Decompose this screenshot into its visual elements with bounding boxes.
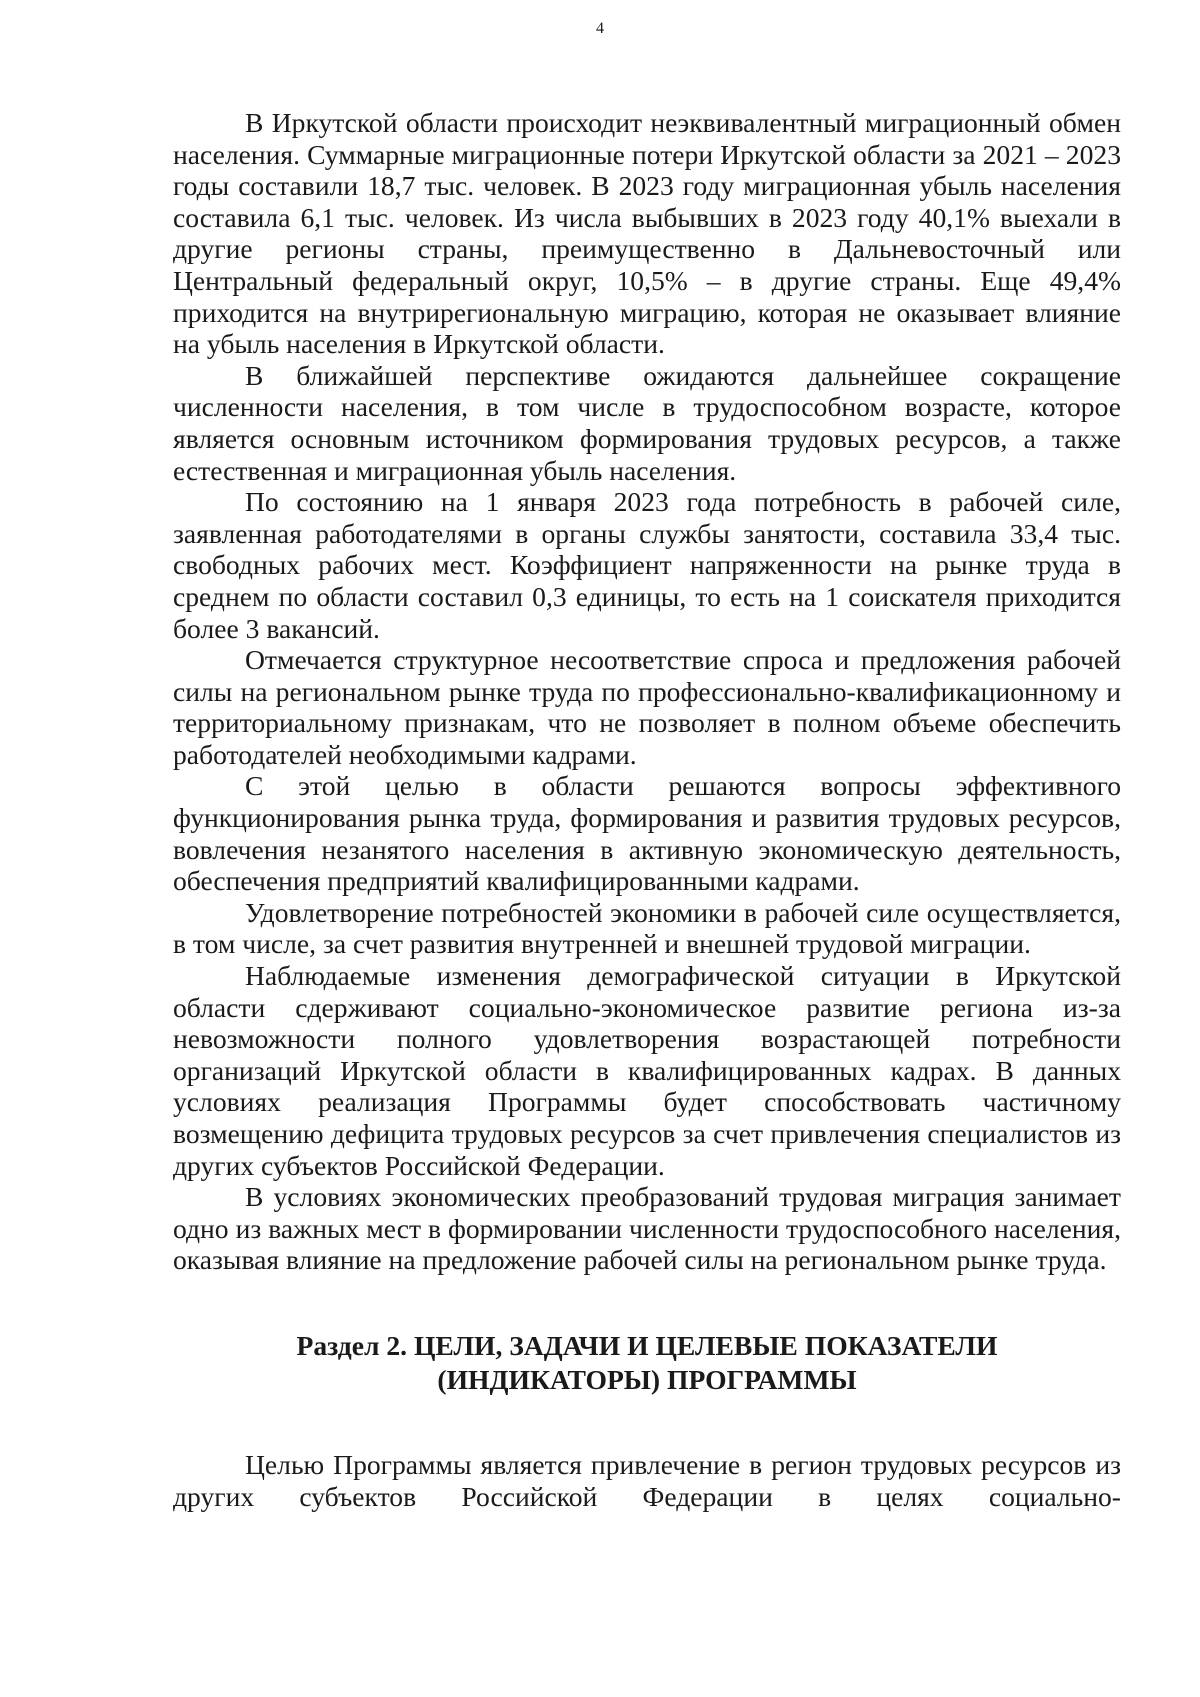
section-heading-line-2: (ИНДИКАТОРЫ) ПРОГРАММЫ (437, 1363, 857, 1395)
document-body (173, 107, 1121, 1512)
paragraph-demographic-situation: Наблюдаемые изменения демографической ситуации в Иркутской области сдерживают социально-экономическое развитие региона из-за невозможности полного удовлетворения возрастающей потребности организаций Иркутской области в квалифицированных кадрах. В данных условиях реализация Программы будет способствовать частичному возмещению дефицита трудовых ресурсов за счет привлечения специалистов из других субъектов Российской Федерации. (173, 960, 1121, 1181)
paragraph-labor-demand: По состоянию на 1 января 2023 года потребность в рабочей силе, заявленная работодателями в органы службы занятости, составила 33,4 тыс. свободных рабочих мест. Коэффициент напряженности на рынке труда в среднем по области составил 0,3 единицы, то есть на 1 соискателя приходится более 3 вакансий. (173, 486, 1121, 644)
paragraph-labor-migration: Удовлетворение потребностей экономики в рабочей силе осуществляется, в том числе, за счет развития внутренней и внешней трудовой миграции. (173, 896, 1121, 960)
page-number: 4 (596, 20, 604, 37)
section-heading-line-1: Раздел 2. ЦЕЛИ, ЗАДАЧИ И ЦЕЛЕВЫЕ ПОКАЗАТЕЛИ (296, 1329, 998, 1361)
paragraph-migration-exchange: В Иркутской области происходит неэквивалентный миграционный обмен населения. Суммарные миграционные потери Иркутской области за 2021 – 2023 годы составили 18,7 тыс. человек. В 2023 году миграционная убыль населения составила 6,1 тыс. человек. Из числа выбывших в 2023 году 40,1% выехали в другие регионы страны, преимущественно в Дальневосточный или Центральный федеральный округ, 10,5% – в другие страны. Еще 49,4% приходится на внутрирегиональную миграцию, которая не оказывает влияние на убыль населения в Иркутской области. (173, 107, 1121, 360)
paragraph-structural-mismatch: Отмечается структурное несоответствие спроса и предложения рабочей силы на региональном рынке труда по профессионально-квалификационному и территориальному признакам, что не позволяет в полном объеме обеспечить работодателей необходимыми кадрами. (173, 644, 1121, 770)
paragraph-economic-transformations: В условиях экономических преобразований трудовая миграция занимает одно из важных мест в формировании численности трудоспособного населения, оказывая влияние на предложение рабочей силы на региональном рынке труда. (173, 1181, 1121, 1276)
section-heading (173, 1329, 1121, 1397)
paragraph-program-goal: Целью Программы является привлечение в регион трудовых ресурсов из других субъектов Российской Федерации в целях социально- (173, 1448, 1121, 1512)
paragraph-outlook: В ближайшей перспективе ожидаются дальнейшее сокращение численности населения, в том числе в трудоспособном возрасте, которое является основным источником формирования трудовых ресурсов, а также естественная и миграционная убыль населения. (173, 359, 1121, 486)
paragraph-labor-market-goals: С этой целью в области решаются вопросы эффективного функционирования рынка труда, формирования и развития трудовых ресурсов, вовлечения незанятого населения в активную экономическую деятельность, обеспечения предприятий квалифицированными кадрами. (173, 770, 1121, 897)
